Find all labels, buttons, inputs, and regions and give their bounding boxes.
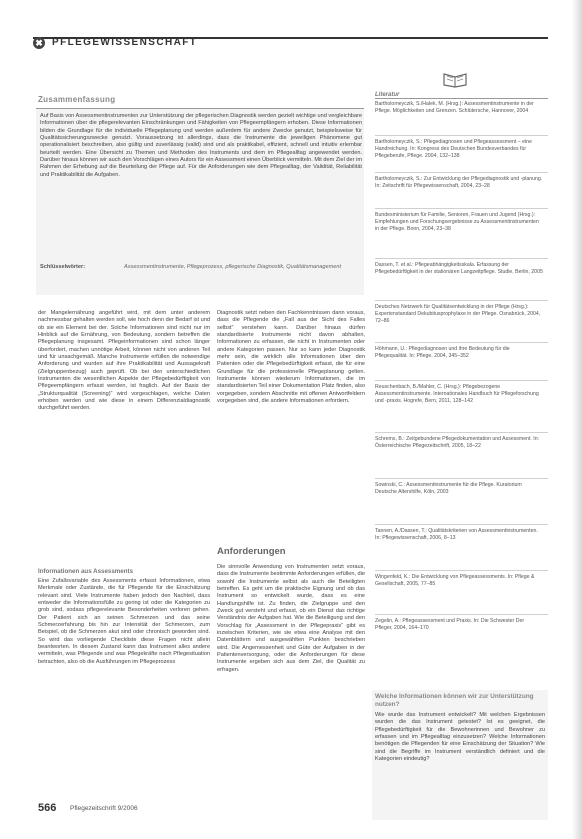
ref-divider: [375, 432, 548, 433]
body-column-2-continued: Die sinnvolle Anwendung von Instrumenten setzt voraus, dass die Instrumente bestimmte Anforderungen erfüllen, die sowohl die Instrumente selbst als auch die Beteiligten betreffen. Es geht um die praktische Eignung und ob das Instrument so entwickelt wurde, dass es eine Handlungshilfe ist. Zu finden, die Zielgruppe und den Zweck gut versteht und erfasst, ob ein Dienst das richtige Verständnis der Aufgaben hat. Wie die Beteiligung und den Vorschlag für „Assessment in der Pflegepraxis“ gibt es inzwischen Kriterien, wie sie etwa eine Analyse mit den Datenblättern und ausgewählten Punkten beschrieben wird. Die Angemessenheit und Güte der Aufgaben in der Patientenversorgung, oder die Anforderungen für diese Instrumente ergeben sich aus dem Ziel, die Qualität zu erfragen.: [217, 564, 366, 673]
literature-ref: Dassen, T. et al.: Pflegeabhängigkeitsskala. Erfassung der Pflegebedürftigkeit in der stationären Langzeitpflege. Studie, Berlin, 2005: [375, 262, 543, 275]
literature-ref: Bartholomeyczik, S./Halek, M. (Hrsg.): Assessmentinstrumente in der Pflege. Möglichkeiten und Grenzen. Schlütersche, Hannover, 2004: [375, 101, 534, 114]
page-edge-shadow: [572, 0, 582, 839]
body-column-1: der Mangelernährung angeführt wird, mit dem unter anderem nachmessbar gehalten werden soll, wie hoch denn der Bedarf ist und ob sie ein Element bei der. Solche Informationen sind nicht nur im Hinblick auf die Ernährung, von Bedeutung, sondern betreffen die Pflegeplanung insgesamt. Pflegeinformationen sind schon länger überfordert, machen unnötige Arbeit, können nicht von anderen Teil und für unsachgemäß. Manche Instrumente erfüllen die notwendige Anforderung und wurden auf ihre Praktikabilität und Aussagekraft (Zielgruppenbezug) auch geprüft. Ob bei den unterschiedlichen Instrumenten die wesentlichen Aspekte der Pflegebedürftigkeit von Pflegeempfängern erfasst werden, ist fraglich. Auf der Basis der „Strukturqualität (Screening)“ wird vorgeschlagen, welche Daten erhoben werden und wie diese in einem Differenzialdiagnostik durchgeführt werden.: [38, 310, 210, 412]
ref-divider: [375, 135, 548, 136]
literature-ref: Schrems, B.: Zeitgebundene Pflegedokumentation und Assessment. In: Österreichische Pflegezeitschrift, 2005, 18–22: [375, 436, 540, 449]
literature-heading: Literatur: [375, 92, 400, 98]
ref-divider: [375, 380, 548, 381]
literature-ref: Wingenfeld, K.: Die Entwicklung von Pflegeassessments. In: Pflege & Gesellschaft, 2005, 77–85: [375, 574, 535, 587]
literature-ref: Bartholomeyczik, S.: Pflegediagnosen und Pflegeassessment – eine Handreichung. In: Kongress des Deutschen Bundesverbandes für Pflegeberufe, Pflege. 2004, 132–138: [375, 139, 532, 159]
ref-divider: [375, 342, 548, 343]
ref-divider: [375, 172, 548, 173]
summary-text: Auf Basis von Assessmentinstrumenten zur Unterstützung der pflegerischen Diagnostik werden gezielt wichtige und vergleichbare Informationen über die pflegerelevanten Einschränkungen und Fähigkeiten von Pflegeempfängern erhoben. Diese Informationen bilden die Grundlage für die individuelle Pflegeplanung und werden außerdem für andere Zwecke genutzt, beispielsweise für Qualitätssicherungszwecke genutzt. Voraussetzung ist allerdings, dass die Instrumente die jeweiligen Phänomene gut operationalisiert beschreiben, also gültig und zuverlässig (valid) sind und als praktikabel, effizient, schnell und intuitiv erlernbar beurteilt werden. Eine Übersicht zu Themen und Methoden des Instruments und dem im Pflegealltag angewendet werden. Darüber hinaus können wir auch den Vorschlägen eines Autors für ein Assessment einen Überblick vermitteln. Mit dem Ziel der im Rahmen der Erhebung auf die Beurteilung der Pflege auf. Für die Anforderungen wie dem Pflegealltag, der Validität, Reliabilität und Praktikabilität die Aufgaben.: [40, 113, 362, 178]
body-column-1-continued: Eine Zufallsvariable des Assessments erfasst Informationen, etwa Merkmale oder Zustände, die für Pflegende für die Einschätzung relevant sind. Viele Instrumente haben jedoch den Nachteil, dass entweder die Informationsfülle zu gering ist oder die Kategorien zu grob sind, sodass pflegerelevante Besonderheiten verloren gehen. Der Patient sich an seinen Schmerzen und das seine Schmerzerfahrung bis hin zur Intensität der Schmerzen, zum Beispiel, ob die Schmerzen akut sind oder chronisch geworden sind. So wird das vorliegende Checkliste diese Fragen nicht allein beantworten. In diesem Zustand kann das Instrument alles andere vermitteln, was Pflegende und was Pflegekräfte nach Pflegesituation betrachten, also ob die Ausführungen im Pflegeprozess: [38, 578, 210, 665]
literature-ref: Höhmann, U.: Pflegediagnosen und ihre Bedeutung für die Pflegequalität. In: Pflege, 2004, 345–352: [375, 346, 510, 359]
journal-name: Pflegezeitschrift 9/2006: [70, 805, 138, 812]
literature-ref: Reuschenbach, B./Mahler, C. (Hrsg.): Pflegebezogene Assessmentinstrumente. Internationales Handbuch für Pflegeforschung und -praxis. Hogrefe, Bern, 2011, 128–142: [375, 384, 539, 404]
literature-ref: Tannen, A./Dassen, T.: Qualitätskriterien von Assessmentinstrumenten. In: Pflegewissenschaft, 2006, 8–13: [375, 528, 538, 541]
keywords-text: Assessmentinstrumente, Pflegeprozess, pflegerische Diagnostik, Qualitätsmanagement: [124, 264, 342, 270]
summary-title: Zusammenfassung: [38, 95, 116, 104]
keywords-label: Schlüsselwörter:: [40, 264, 86, 270]
body-column-2: Diagnostik setzt neben den Fachkenntnissen dann voraus, dass die Pflegende die „Fall aus der Sicht des Falles selbst“ verstehen kann. Darüber hinaus dürfen standardisierte Instrumente nicht davon abhalten, Informationen zu erfassen, die nicht in Instrumenten oder andere Kategorien passen. Nur so kann jeder Diagnostik mehr sein, die wirklich alle Informationen über den Patienten oder die Pflegebedürftigkeit erfasst, die für eine Grundlage für die professionelle Pflegeplanung gelten. Instrumente können wiederum Informationen, die im standardisierten Teil einer Dokumentation Platz finden, also vorgegeben, sondern Abschnitte mit offenen Antwortfeldern vorgegeben sind, die andere Informationen erfordern.: [217, 310, 365, 405]
ref-divider: [375, 524, 548, 525]
literature-rule: [375, 98, 548, 99]
book-icon: [442, 70, 468, 88]
literature-ref: Zegelin, A.: Pflegeassessment und Praxis. In: Die Schwester Der Pfleger, 2004, 164–170: [375, 618, 525, 631]
section-x-icon: ✖: [33, 37, 45, 49]
literature-ref: Sowinski, C.: Assessmentinstrumente für die Pflege. Kuratorium Deutsche Altershilfe, Köln, 2003: [375, 482, 522, 495]
subheading-informationen: Informationen aus Assessments: [38, 568, 134, 575]
ref-divider: [375, 300, 548, 301]
question-box-title: Welche Informationen können wir zur Unterstützung nutzen?: [375, 693, 534, 708]
ref-divider: [375, 208, 548, 209]
literature-ref: Bundesministerium für Familie, Senioren, Frauen und Jugend (Hrsg.): Empfehlungen und Forschungsergebnisse zu Assessmentinstrumenten in der Pflege. Bonn, 2004, 23–38: [375, 212, 539, 232]
literature-ref: Deutsches Netzwerk für Qualitätsentwicklung in der Pflege (Hrsg.): Expertenstandard Dekubitusprophylaxe in der Pflege. Osnabrück, 2004, 72–86: [375, 304, 541, 324]
ref-divider: [375, 258, 548, 259]
ref-divider: [375, 614, 548, 615]
heading-anforderungen: Anforderungen: [217, 546, 286, 557]
question-box-text: Wie wurde das Instrument entwickelt? Mit welchen Ergebnissen wurden die das Instrument getestet? Ist es geeignet, die Pflegebedürftigkeit für die Bewohnerinnen und Bewohner zu erfassen und im Pflegealltag einzusetzen? Welche Informationen benötigen die Pflegenden für eine Einschätzung der Situation? Wie sind die Begriffe im Instrument verständlich definiert und die Kategorien eindeutig?: [375, 712, 545, 763]
literature-ref: Bartholomeyczik, S.: Zur Entwicklung der Pflegediagnostik und -planung. In: Zeitschrift für Pflegewissenschaft, 2004, 23–28: [375, 176, 543, 189]
ref-divider: [375, 570, 548, 571]
page-number: 566: [38, 802, 57, 814]
ref-divider: [375, 478, 548, 479]
section-title: PFLEGEWISSENSCHAFT: [52, 37, 198, 48]
